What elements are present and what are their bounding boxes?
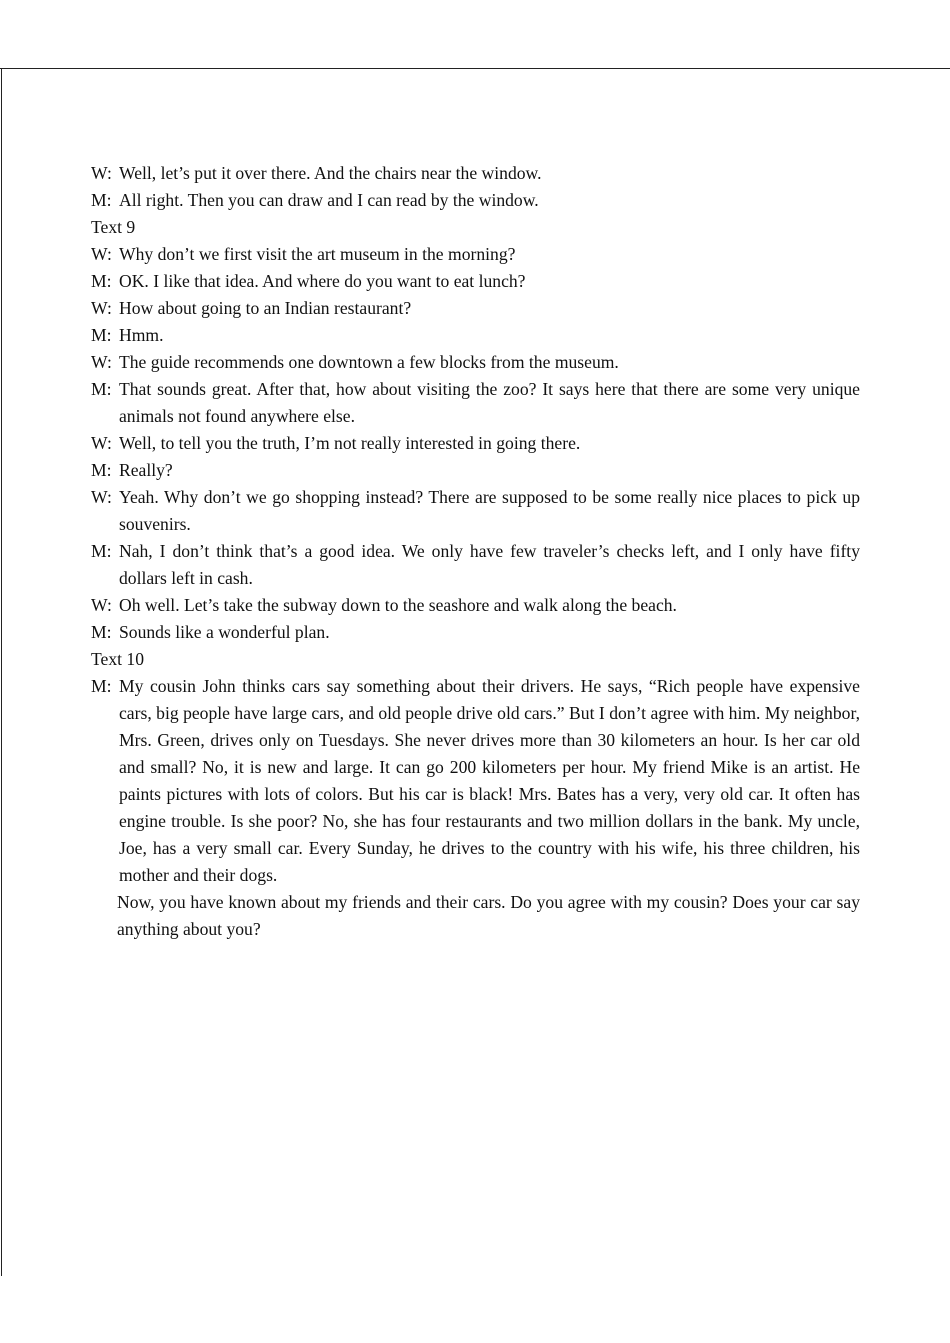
speaker-label: W: xyxy=(91,595,112,615)
dialogue-line xyxy=(91,241,860,268)
dialogue-line xyxy=(91,322,860,349)
speaker-label: M: xyxy=(91,676,112,696)
speaker-label: W: xyxy=(91,487,112,507)
dialogue-line xyxy=(91,457,860,484)
top-border-line xyxy=(0,68,950,69)
dialogue-line xyxy=(91,268,860,295)
speaker-label: M: xyxy=(91,379,112,399)
dialogue-text: That sounds great. After that, how about visiting the zoo? It says here that there are some very unique animals not found anywhere else. xyxy=(119,379,860,426)
speaker-label: W: xyxy=(91,298,112,318)
dialogue-text: OK. I like that idea. And where do you want to eat lunch? xyxy=(119,271,526,291)
dialogue-line xyxy=(91,160,860,187)
speaker-label: M: xyxy=(91,541,112,561)
transcript-body xyxy=(91,160,860,943)
dialogue-line xyxy=(91,619,860,646)
dialogue-text: Oh well. Let’s take the subway down to the seashore and walk along the beach. xyxy=(119,595,677,615)
speaker-label: M: xyxy=(91,622,112,642)
speaker-label: W: xyxy=(91,352,112,372)
dialogue-text: Well, let’s put it over there. And the chairs near the window. xyxy=(119,163,542,183)
section-heading-text-10: Text 10 xyxy=(91,649,145,669)
monologue-text: My cousin John thinks cars say something about their drivers. He says, “Rich people have expensive cars, big people have large cars, and old people drive old cars.” But I don’t agree with him. My neighbor, Mrs. Green, drives only on Tuesdays. She never drives more than 30 kilometers an hour. Is her car old and small? No, it is new and large. It can go 200 kilometers per hour. My friend Mike is an artist. He paints pictures with lots of colors. But his car is black! Mrs. Bates has a very, very old car. It often has engine trouble. Is she poor? No, she has four restaurants and two million dollars in the bank. My uncle, Joe, has a very small car. Every Sunday, he drives to the country with his wife, his three children, his mother and their dogs. xyxy=(119,676,860,885)
dialogue-line xyxy=(91,349,860,376)
dialogue-text: Really? xyxy=(119,460,173,480)
section-heading-text-9: Text 9 xyxy=(91,217,136,237)
speaker-label: M: xyxy=(91,325,112,345)
dialogue-text: Hmm. xyxy=(119,325,164,345)
dialogue-text: Why don’t we first visit the art museum in the morning? xyxy=(119,244,516,264)
dialogue-line xyxy=(91,187,860,214)
dialogue-text: Yeah. Why don’t we go shopping instead? There are supposed to be some really nice places to pick up souvenirs. xyxy=(119,487,860,534)
dialogue-line xyxy=(91,430,860,457)
speaker-label: M: xyxy=(91,190,112,210)
monologue-paragraph xyxy=(91,673,860,889)
speaker-label: W: xyxy=(91,433,112,453)
speaker-label: W: xyxy=(91,244,112,264)
dialogue-text: Nah, I don’t think that’s a good idea. We only have few traveler’s checks left, and I only have fifty dollars left in cash. xyxy=(119,541,860,588)
dialogue-line xyxy=(91,484,860,538)
speaker-label: W: xyxy=(91,163,112,183)
dialogue-text: The guide recommends one downtown a few blocks from the museum. xyxy=(119,352,619,372)
speaker-label: M: xyxy=(91,271,112,291)
dialogue-text: Well, to tell you the truth, I’m not really interested in going there. xyxy=(119,433,581,453)
dialogue-line xyxy=(91,592,860,619)
speaker-label: M: xyxy=(91,460,112,480)
dialogue-text: All right. Then you can draw and I can read by the window. xyxy=(119,190,539,210)
dialogue-text: How about going to an Indian restaurant? xyxy=(119,298,412,318)
dialogue-line xyxy=(91,376,860,430)
dialogue-text: Sounds like a wonderful plan. xyxy=(119,622,330,642)
monologue-closing-paragraph: Now, you have known about my friends and their cars. Do you agree with my cousin? Does your car say anything about you? xyxy=(117,892,860,939)
dialogue-line xyxy=(91,538,860,592)
dialogue-line xyxy=(91,295,860,322)
left-border-line xyxy=(1,68,2,1276)
